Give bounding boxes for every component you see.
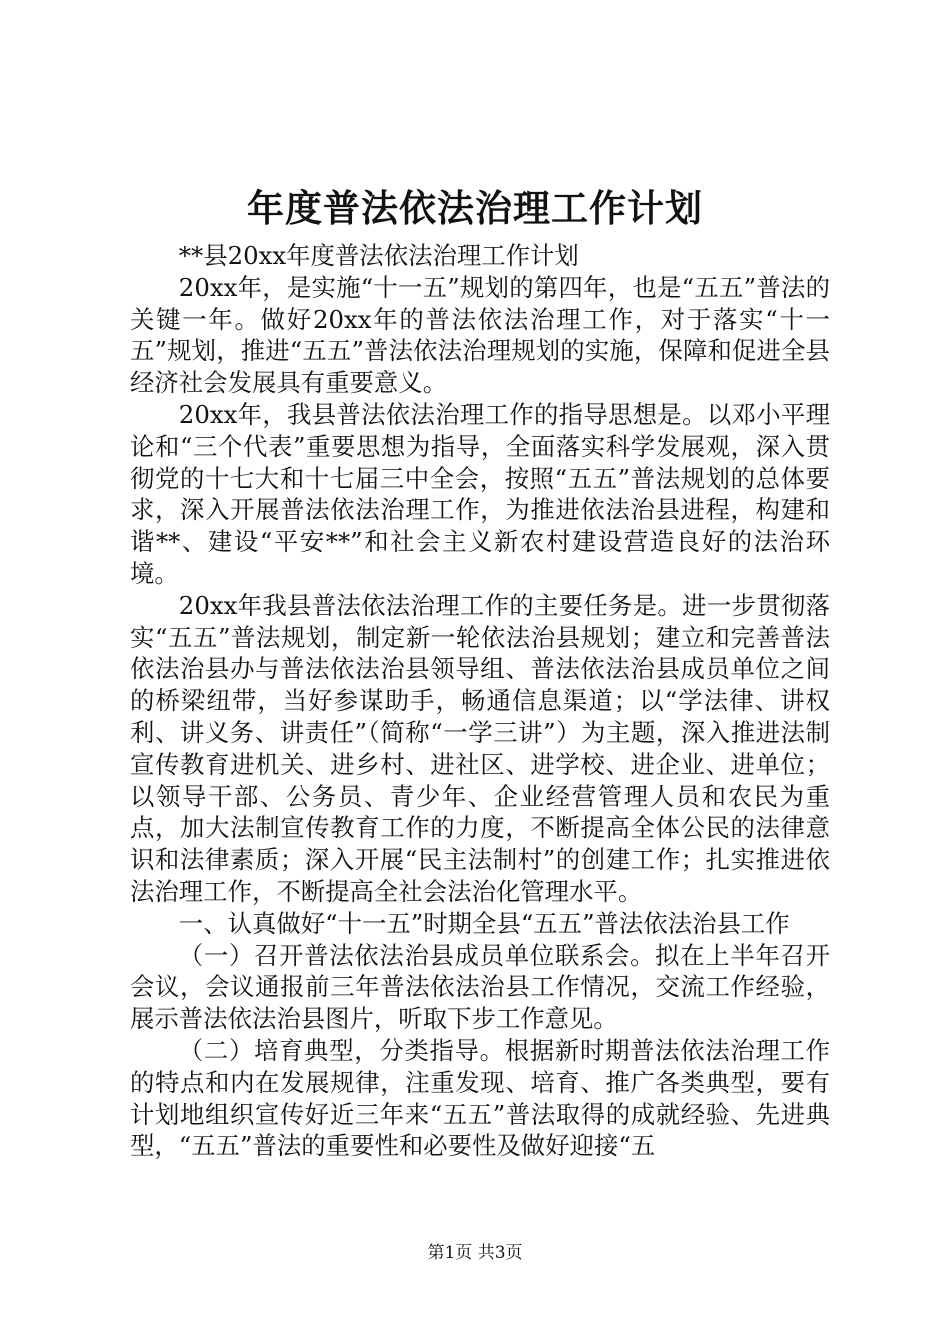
document-body [130, 240, 830, 1162]
paragraph-intro: 20xx年，是实施“十一五”规划的第四年，也是“五五”普法的关键一年。做好20xx年的普法依法治理工作，对于落实“十一五”规划，推进“五五”普法依法治理规划的实施，保障和促进全县经济社会发展具有重要意义。 [130, 272, 830, 398]
paragraph-subtitle: **县20xx年度普法依法治理工作计划 [178, 241, 579, 270]
paragraph-item-2: （二）培育典型，分类指导。根据新时期普法依法治理工作的特点和内在发展规律，注重发现、培育、推广各类典型，要有计划地组织宣传好近三年来“五五”普法取得的成就经验、先进典型，“五五”普法的重要性和必要性及做好迎接“五 [130, 1035, 830, 1161]
page-number: 第1页 共3页 [427, 1243, 523, 1263]
paragraph-item-1: （一）召开普法依法治县成员单位联系会。拟在上半年召开会议，会议通报前三年普法依法治县工作情况，交流工作经验，展示普法依法治县图片，听取下步工作意见。 [130, 940, 830, 1034]
document-title: 年度普法依法治理工作计划 [247, 186, 703, 230]
paragraph-guiding-thought: 20xx年，我县普法依法治理工作的指导思想是。以邓小平理论和“三个代表”重要思想为指导，全面落实科学发展观，深入贯彻党的十七大和十七届三中全会，按照“五五”普法规划的总体要求，深入开展普法依法治理工作，为推进依法治县进程，构建和谐**、建设“平安**”和社会主义新农村建设营造良好的法治环境。 [130, 399, 830, 588]
paragraph-main-tasks: 20xx年我县普法依法治理工作的主要任务是。进一步贯彻落实“五五”普法规划，制定新一轮依法治县规划；建立和完善普法依法治县办与普法依法治县领导组、普法依法治县成员单位之间的桥梁纽带，当好参谋助手，畅通信息渠道；以“学法律、讲权利、讲义务、讲责任”（简称“一学三讲”）为主题，深入推进法制宣传教育进机关、进乡村、进社区、进学校、进企业、进单位；以领导干部、公务员、青少年、企业经营管理人员和农民为重点，加大法制宣传教育工作的力度，不断提高全体公民的法律意识和法律素质；深入开展“民主法制村”的创建工作；扎实推进依法治理工作，不断提高全社会法治化管理水平。 [130, 590, 830, 906]
section-heading-1: 一、认真做好“十一五”时期全县“五五”普法依法治县工作 [178, 908, 790, 938]
